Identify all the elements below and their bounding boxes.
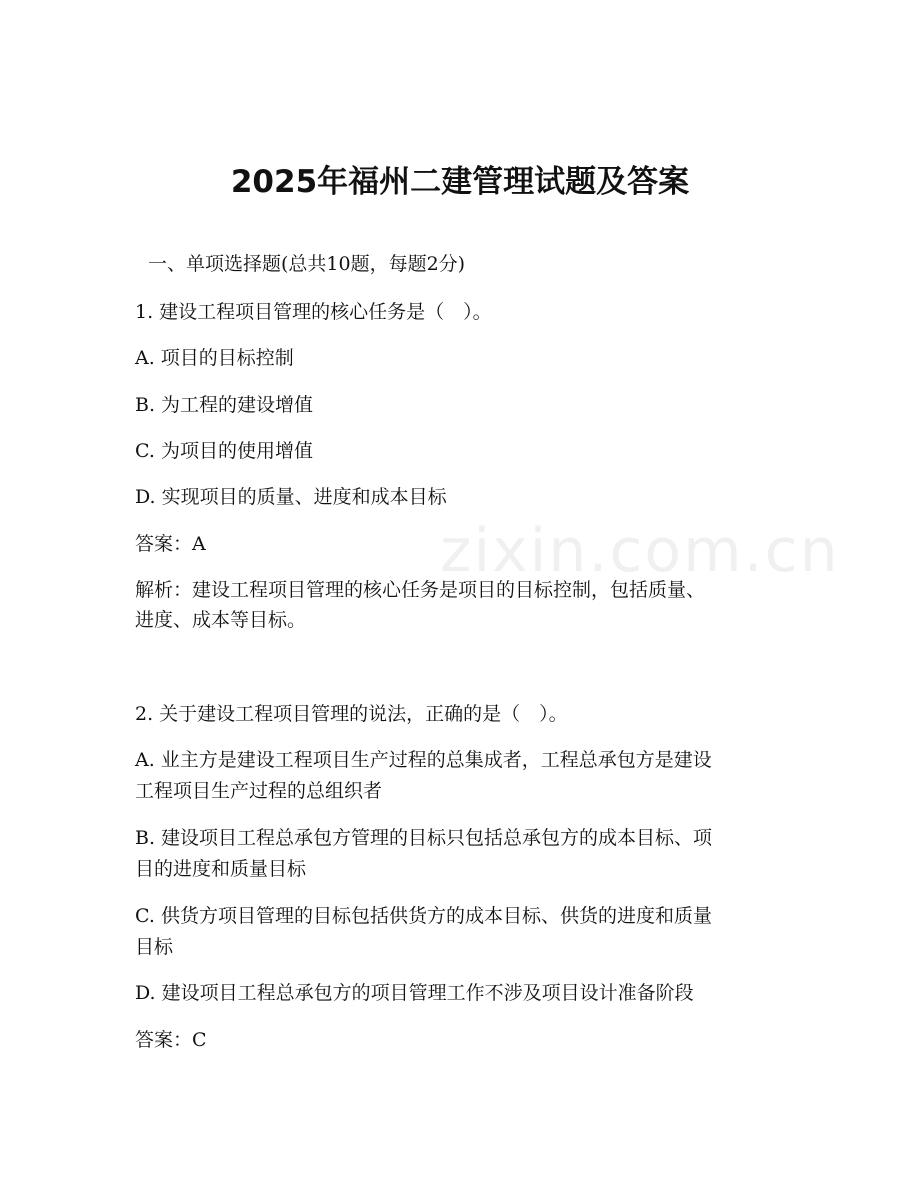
question-1-analysis-line-1: 解析：建设工程项目管理的核心任务是项目的目标控制，包括质量、 [135, 579, 706, 601]
document-title: 2025年福州二建管理试题及答案 [230, 164, 690, 200]
question-1-option-d: D. 实现项目的质量、进度和成本目标 [135, 486, 447, 508]
question-2-option-b-line-1: B. 建设项目工程总承包方管理的目标只包括总承包方的成本目标、项 [135, 827, 713, 849]
watermark: zixin.com.cn [440, 516, 840, 586]
question-1-option-c: C. 为项目的使用增值 [135, 440, 313, 462]
question-2-stem: 2. 关于建设工程项目管理的说法，正确的是（ ）。 [135, 703, 568, 725]
question-1-option-b: B. 为工程的建设增值 [135, 394, 314, 416]
question-2-option-c-line-1: C. 供货方项目管理的目标包括供货方的成本目标、供货的进度和质量 [135, 905, 712, 927]
section-heading: 一、单项选择题(总共10题，每题2分) [148, 253, 466, 275]
question-2-option-c-line-2: 目标 [135, 936, 174, 958]
question-1-option-a: A. 项目的目标控制 [135, 347, 294, 369]
question-2-option-d: D. 建设项目工程总承包方的项目管理工作不涉及项目设计准备阶段 [135, 982, 694, 1004]
question-1-answer: 答案：A [135, 533, 206, 555]
question-2-option-b-line-2: 目的进度和质量目标 [135, 858, 307, 880]
question-2-option-a-line-2: 工程项目生产过程的总组织者 [135, 780, 383, 802]
question-2-option-a-line-1: A. 业主方是建设工程项目生产过程的总集成者，工程总承包方是建设 [135, 749, 712, 771]
question-1-analysis-line-2: 进度、成本等目标。 [135, 609, 307, 631]
question-2-answer: 答案：C [135, 1029, 207, 1051]
question-1-stem: 1. 建设工程项目管理的核心任务是（ ）。 [135, 301, 492, 323]
